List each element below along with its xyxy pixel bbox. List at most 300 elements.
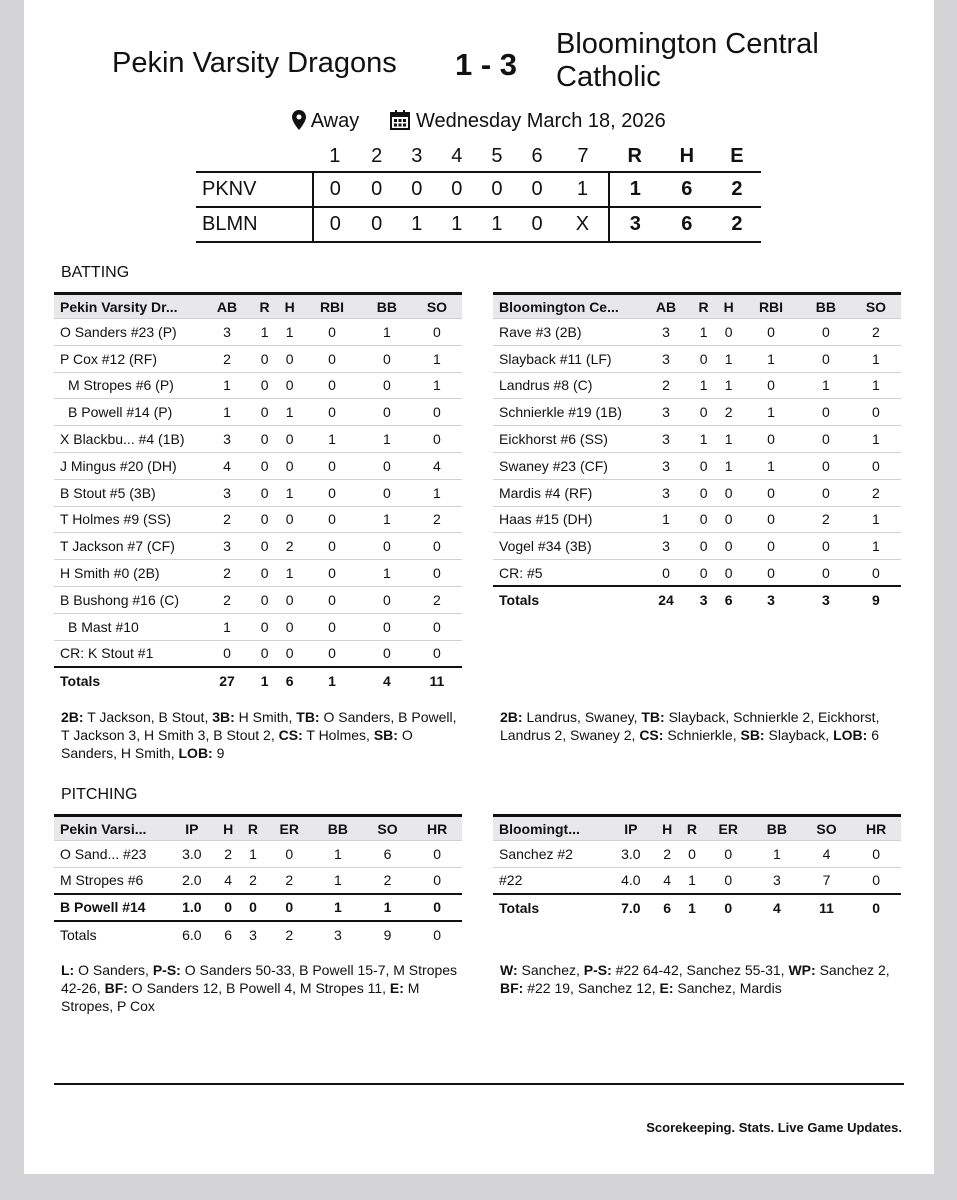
player-name: M Stropes #6 <box>54 867 168 894</box>
table-header-row <box>54 816 462 841</box>
stat-value: 1 <box>716 426 741 453</box>
inning-score: 1 <box>557 172 609 207</box>
note-text: Sanchez 2, <box>815 962 890 978</box>
stat-value: 0 <box>302 533 362 560</box>
totals-value: 24 <box>641 586 691 613</box>
stat-value: 1 <box>412 372 462 399</box>
footer-divider <box>54 1083 904 1085</box>
stat-value: 0 <box>362 640 412 667</box>
stat-column-header: SO <box>802 816 852 841</box>
stat-value: 0 <box>252 640 277 667</box>
note-label: E: <box>659 980 674 996</box>
totals-value: 4 <box>362 667 412 694</box>
runs-total: 1 <box>609 172 661 207</box>
totals-value: 0 <box>851 894 901 921</box>
totals-value: 3 <box>801 586 851 613</box>
stat-column-header: H <box>716 294 741 319</box>
note-text: 6 <box>867 727 879 743</box>
player-row <box>493 452 901 479</box>
stat-value: 1 <box>362 319 412 346</box>
stat-value: 0 <box>265 894 313 921</box>
inning-header: 7 <box>577 145 589 167</box>
player-row <box>54 399 462 426</box>
stat-value: 0 <box>252 426 277 453</box>
stat-value: 0 <box>302 319 362 346</box>
stat-value: 1 <box>741 452 801 479</box>
stat-value: 1 <box>851 533 901 560</box>
stat-value: 0 <box>412 399 462 426</box>
stat-value: 0 <box>412 867 462 894</box>
player-row <box>493 372 901 399</box>
stat-value: 1 <box>362 426 412 453</box>
stat-column-header: BB <box>752 816 802 841</box>
note-label: TB: <box>641 709 665 725</box>
rhe-header: H <box>679 145 695 167</box>
stat-value: 0 <box>801 426 851 453</box>
away-pitching-notes <box>500 961 900 997</box>
player-name: M Stropes #6 (P) <box>54 372 202 399</box>
player-name: O Sanders #23 (P) <box>54 319 202 346</box>
stat-value: 0 <box>691 345 716 372</box>
stat-value: 2 <box>655 841 680 868</box>
inning-score: 0 <box>313 207 357 242</box>
stat-value: 0 <box>362 479 412 506</box>
stat-column-header: H <box>655 816 680 841</box>
inning-score: 0 <box>357 207 397 242</box>
note-text: Sanchez, Mardis <box>673 980 782 996</box>
stat-value: 0 <box>691 452 716 479</box>
stat-value: 0 <box>302 479 362 506</box>
player-row <box>54 319 462 346</box>
final-score: 1 - 3 <box>455 47 518 82</box>
player-row <box>493 345 901 372</box>
player-row <box>54 533 462 560</box>
stat-value: 1 <box>412 345 462 372</box>
totals-value: 11 <box>802 894 852 921</box>
inning-header: 1 <box>329 145 341 167</box>
stat-value: 0 <box>412 426 462 453</box>
line-score-row <box>196 207 761 242</box>
stat-value: 1 <box>277 319 302 346</box>
note-label: TB: <box>296 709 320 725</box>
player-name: Swaney #23 (CF) <box>493 452 641 479</box>
stat-value: 1 <box>362 506 412 533</box>
stat-value: 0 <box>362 452 412 479</box>
stat-value: 4 <box>412 452 462 479</box>
note-label: WP: <box>788 962 816 978</box>
player-name: #22 <box>493 867 607 894</box>
stat-value: 2 <box>216 841 241 868</box>
note-text: O Sanders, H Smith, <box>61 727 413 761</box>
stat-value: 3 <box>641 399 691 426</box>
note-label: E: <box>389 980 404 996</box>
player-row <box>493 319 901 346</box>
stat-value: 0 <box>716 560 741 587</box>
stat-value: 1.0 <box>168 894 216 921</box>
note-text: O Sanders 50-33, B Powell 15-7, M Stropes 42-26, <box>61 962 458 996</box>
stat-value: 1 <box>202 372 252 399</box>
stat-value: 3 <box>202 479 252 506</box>
rhe-header: R <box>627 145 642 167</box>
stat-value: 0 <box>741 533 801 560</box>
note-text: #22 19, Sanchez 12, <box>523 980 660 996</box>
stat-value: 7 <box>802 867 852 894</box>
stat-value: 0 <box>252 533 277 560</box>
stat-value: 0 <box>691 399 716 426</box>
stat-value: 0 <box>277 426 302 453</box>
totals-row <box>493 586 901 613</box>
location-text: Away <box>310 110 360 132</box>
inning-score: 0 <box>437 172 477 207</box>
stat-value: 2 <box>412 506 462 533</box>
away-batting-table <box>493 292 901 613</box>
line-score-team: BLMN <box>196 207 313 242</box>
stat-value: 3 <box>641 479 691 506</box>
box-score-sheet <box>24 0 934 1174</box>
stat-value: 0 <box>241 894 266 921</box>
player-name: Rave #3 (2B) <box>493 319 641 346</box>
errors-total: 2 <box>713 207 761 242</box>
stat-column-header: RBI <box>741 294 801 319</box>
player-row <box>54 372 462 399</box>
stat-value: 0 <box>741 506 801 533</box>
stat-column-header: AB <box>641 294 691 319</box>
stat-value: 2 <box>202 560 252 587</box>
stat-value: 1 <box>313 894 363 921</box>
player-row <box>493 560 901 587</box>
stat-value: 3 <box>202 319 252 346</box>
note-text: T Jackson, B Stout, <box>83 709 213 725</box>
stat-value: 0 <box>801 452 851 479</box>
home-pitching-notes <box>61 961 461 1015</box>
stat-value: 1 <box>741 399 801 426</box>
stat-value: 0 <box>302 399 362 426</box>
player-name: Slayback #11 (LF) <box>493 345 641 372</box>
team-column-header: Pekin Varsi... <box>54 816 168 841</box>
pitching-title: PITCHING <box>61 786 138 803</box>
inning-score: 0 <box>357 172 397 207</box>
stat-column-header: SO <box>412 294 462 319</box>
inning-score: 0 <box>397 172 437 207</box>
player-name: Vogel #34 (3B) <box>493 533 641 560</box>
stat-value: 2 <box>202 345 252 372</box>
note-text: Sanchez, <box>517 962 584 978</box>
stat-value: 0 <box>741 426 801 453</box>
stat-value: 0 <box>302 586 362 613</box>
table-header-row <box>54 294 462 319</box>
stat-value: 1 <box>363 894 413 921</box>
totals-value: 11 <box>412 667 462 694</box>
away-team-name: Bloomington Central Catholic <box>556 28 819 93</box>
player-row <box>54 613 462 640</box>
stat-value: 3.0 <box>168 841 216 868</box>
note-label: SB: <box>373 727 398 743</box>
player-name: CR: K Stout #1 <box>54 640 202 667</box>
stat-value: 0 <box>265 841 313 868</box>
stat-value: 4 <box>655 867 680 894</box>
stat-value: 0 <box>252 560 277 587</box>
player-row <box>493 426 901 453</box>
stat-value: 1 <box>202 399 252 426</box>
away-pitching-table <box>493 814 901 921</box>
stat-column-header: AB <box>202 294 252 319</box>
stat-value: 1 <box>277 560 302 587</box>
player-row <box>54 426 462 453</box>
stat-value: 0 <box>716 506 741 533</box>
stat-value: 0 <box>801 479 851 506</box>
player-name: X Blackbu... #4 (1B) <box>54 426 202 453</box>
note-text: O Sanders 12, B Powell 4, M Stropes 11, <box>127 980 390 996</box>
stat-value: 0 <box>691 533 716 560</box>
stat-value: 4 <box>202 452 252 479</box>
stat-value: 0 <box>277 586 302 613</box>
stat-value: 0 <box>851 867 901 894</box>
stat-value: 2 <box>202 506 252 533</box>
calendar-icon <box>390 110 410 136</box>
stat-value: 2 <box>241 867 266 894</box>
stat-value: 1 <box>801 372 851 399</box>
stat-value: 3 <box>641 345 691 372</box>
line-score-row <box>196 172 761 207</box>
totals-value: 1 <box>252 667 277 694</box>
stat-value: 0 <box>362 613 412 640</box>
note-label: CS: <box>278 727 303 743</box>
player-name: B Powell #14 (P) <box>54 399 202 426</box>
totals-label: Totals <box>493 586 641 613</box>
home-pitching-table <box>54 814 462 948</box>
date-text: Wednesday March 18, 2026 <box>415 110 666 132</box>
stat-value: 1 <box>277 479 302 506</box>
player-row <box>493 506 901 533</box>
stat-value: 1 <box>302 426 362 453</box>
totals-value: 3 <box>691 586 716 613</box>
stat-value: 0 <box>216 894 241 921</box>
stat-value: 0 <box>252 452 277 479</box>
note-label: LOB: <box>833 727 868 743</box>
batting-title: BATTING <box>61 264 130 281</box>
inning-score: 1 <box>397 207 437 242</box>
stat-column-header: R <box>680 816 705 841</box>
stat-value: 1 <box>716 345 741 372</box>
stat-value: 2 <box>202 586 252 613</box>
footer-tagline: Scorekeeping. Stats. Live Game Updates. <box>646 1120 902 1135</box>
note-label: CS: <box>639 727 664 743</box>
table-header-row <box>493 294 901 319</box>
stat-value: 0 <box>412 613 462 640</box>
stat-value: 0 <box>801 345 851 372</box>
stat-value: 0 <box>302 345 362 372</box>
note-text: Landrus, Swaney, <box>522 709 642 725</box>
totals-value: 9 <box>363 921 413 948</box>
stat-value: 0 <box>362 533 412 560</box>
player-row <box>493 399 901 426</box>
team-column-header: Bloomington Ce... <box>493 294 641 319</box>
stat-column-header: R <box>252 294 277 319</box>
player-name: T Jackson #7 (CF) <box>54 533 202 560</box>
stat-column-header: HR <box>412 816 462 841</box>
stat-value: 1 <box>752 841 802 868</box>
note-text: O Sanders, <box>74 962 153 978</box>
stat-value: 1 <box>313 841 363 868</box>
stat-value: 2 <box>641 372 691 399</box>
note-label: SB: <box>740 727 765 743</box>
inning-score: 0 <box>313 172 357 207</box>
stat-value: 0 <box>801 399 851 426</box>
stat-value: 3 <box>641 452 691 479</box>
stat-value: 0 <box>252 613 277 640</box>
totals-value: 4 <box>752 894 802 921</box>
stat-value: 3 <box>641 319 691 346</box>
home-batting-table <box>54 292 462 694</box>
player-name: B Powell #14 <box>54 894 168 921</box>
stat-value: 0 <box>252 372 277 399</box>
inning-header: 6 <box>531 145 543 167</box>
stat-value: 1 <box>641 506 691 533</box>
totals-value: 6.0 <box>168 921 216 948</box>
note-label: W: <box>500 962 518 978</box>
stat-value: 0 <box>801 319 851 346</box>
note-text: O Sanders, B Powell, T Jackson 3, H Smith 3, B Stout 2, <box>61 709 457 743</box>
inning-score: X <box>557 207 609 242</box>
note-label: L: <box>61 962 75 978</box>
stat-value: 0 <box>252 506 277 533</box>
stat-value: 0 <box>252 479 277 506</box>
stat-value: 1 <box>741 345 801 372</box>
stat-value: 0 <box>716 319 741 346</box>
inning-score: 0 <box>517 207 557 242</box>
totals-value: 3 <box>741 586 801 613</box>
totals-value: 7.0 <box>607 894 655 921</box>
player-row <box>493 533 901 560</box>
player-row <box>54 345 462 372</box>
note-text: Slayback, <box>764 727 834 743</box>
stat-value: 0 <box>252 345 277 372</box>
stat-value: 1 <box>313 867 363 894</box>
inning-score: 1 <box>437 207 477 242</box>
stat-column-header: H <box>277 294 302 319</box>
rhe-header: E <box>730 145 744 167</box>
stat-value: 0 <box>691 479 716 506</box>
player-name: CR: #5 <box>493 560 641 587</box>
stat-value: 2 <box>851 479 901 506</box>
stat-value: 0 <box>641 560 691 587</box>
player-row <box>54 867 462 894</box>
stat-column-header: IP <box>607 816 655 841</box>
note-text: M Stropes, P Cox <box>61 980 420 1014</box>
stat-value: 0 <box>851 452 901 479</box>
totals-row <box>54 921 462 948</box>
stat-value: 0 <box>277 640 302 667</box>
totals-value: 3 <box>241 921 266 948</box>
stat-value: 0 <box>362 345 412 372</box>
totals-value: 6 <box>716 586 741 613</box>
note-text: Slayback, Schnierkle 2, Eickhorst, Landrus 2, Swaney 2, <box>500 709 880 743</box>
stat-value: 2 <box>277 533 302 560</box>
player-row <box>54 452 462 479</box>
map-pin-icon <box>292 110 306 136</box>
stat-column-header: HR <box>851 816 901 841</box>
stat-column-header: ER <box>265 816 313 841</box>
stat-value: 0 <box>412 560 462 587</box>
stat-value: 0 <box>277 452 302 479</box>
note-label: LOB: <box>178 745 213 761</box>
totals-value: 0 <box>704 894 752 921</box>
player-row <box>493 867 901 894</box>
stat-value: 4.0 <box>607 867 655 894</box>
note-label: BF: <box>500 980 524 996</box>
stat-value: 0 <box>741 479 801 506</box>
stat-column-header: H <box>216 816 241 841</box>
totals-value: 0 <box>412 921 462 948</box>
player-name: Landrus #8 (C) <box>493 372 641 399</box>
note-label: 2B: <box>500 709 523 725</box>
note-text: #22 64-42, Sanchez 55-31, <box>611 962 789 978</box>
stat-value: 0 <box>704 867 752 894</box>
stat-value: 2 <box>265 867 313 894</box>
stat-column-header: R <box>241 816 266 841</box>
note-text: T Holmes, <box>302 727 374 743</box>
totals-row <box>54 667 462 694</box>
player-name: Schnierkle #19 (1B) <box>493 399 641 426</box>
stat-value: 1 <box>362 560 412 587</box>
stat-value: 3 <box>641 533 691 560</box>
stat-value: 0 <box>302 613 362 640</box>
stat-column-header: BB <box>801 294 851 319</box>
stat-value: 2 <box>716 399 741 426</box>
stat-column-header: BB <box>313 816 363 841</box>
hits-total: 6 <box>661 207 713 242</box>
table-header-row <box>493 816 901 841</box>
stat-value: 0 <box>302 560 362 587</box>
stat-value: 0 <box>252 586 277 613</box>
totals-value: 2 <box>265 921 313 948</box>
stat-value: 2.0 <box>168 867 216 894</box>
stat-value: 0 <box>851 560 901 587</box>
stat-value: 2 <box>363 867 413 894</box>
stat-value: 0 <box>202 640 252 667</box>
totals-label: Totals <box>54 667 202 694</box>
stat-value: 0 <box>412 894 462 921</box>
player-name: Haas #15 (DH) <box>493 506 641 533</box>
player-row <box>54 586 462 613</box>
line-score-header <box>196 142 761 172</box>
note-text: 9 <box>212 745 225 761</box>
stat-column-header: R <box>691 294 716 319</box>
player-row <box>54 560 462 587</box>
stat-value: 4 <box>216 867 241 894</box>
stat-value: 1 <box>680 867 705 894</box>
stat-value: 0 <box>741 560 801 587</box>
note-label: P-S: <box>583 962 612 978</box>
stat-value: 0 <box>851 841 901 868</box>
player-name: Eickhorst #6 (SS) <box>493 426 641 453</box>
stat-value: 3.0 <box>607 841 655 868</box>
line-score-team-header <box>196 142 313 172</box>
stat-value: 0 <box>277 372 302 399</box>
totals-value: 1 <box>302 667 362 694</box>
stat-value: 0 <box>741 372 801 399</box>
stat-value: 0 <box>704 841 752 868</box>
inning-header: 3 <box>411 145 423 167</box>
runs-total: 3 <box>609 207 661 242</box>
player-name: B Stout #5 (3B) <box>54 479 202 506</box>
stat-value: 0 <box>691 506 716 533</box>
stat-value: 2 <box>412 586 462 613</box>
stat-value: 0 <box>741 319 801 346</box>
totals-value: 9 <box>851 586 901 613</box>
stat-value: 0 <box>362 586 412 613</box>
inning-score: 0 <box>477 172 517 207</box>
